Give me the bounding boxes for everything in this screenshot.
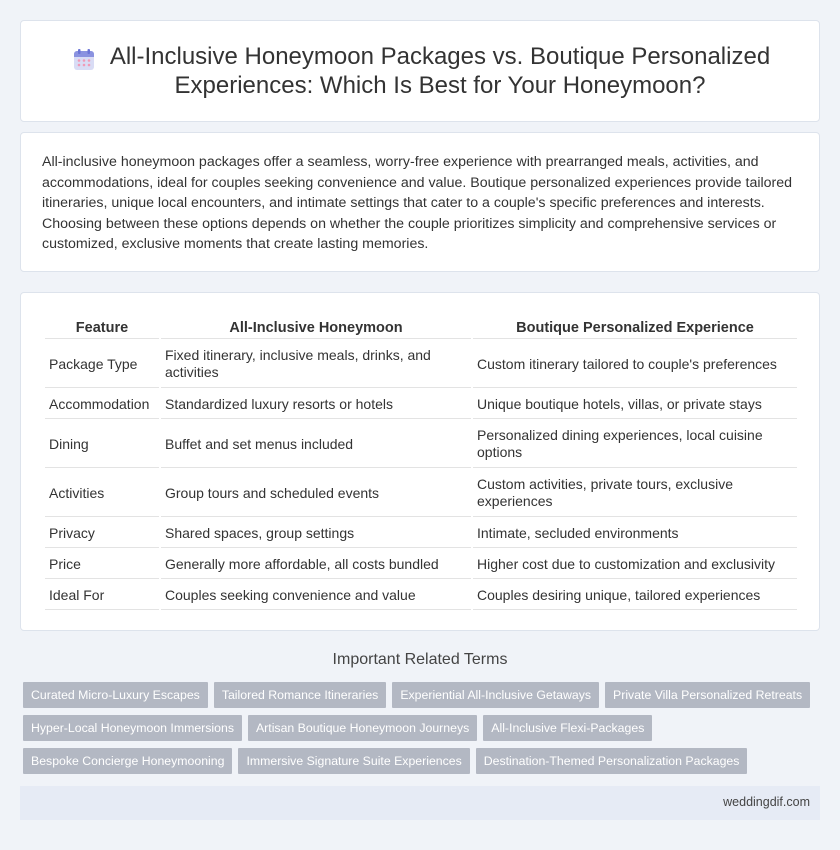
boutique-cell: Higher cost due to customization and exclusivity xyxy=(473,550,797,579)
boutique-cell: Intimate, secluded environments xyxy=(473,519,797,548)
boutique-cell: Unique boutique hotels, villas, or private stays xyxy=(473,390,797,419)
related-term-tag[interactable]: Experiential All-Inclusive Getaways xyxy=(392,682,599,708)
boutique-cell: Custom activities, private tours, exclusive experiences xyxy=(473,470,797,517)
all-inclusive-cell: Generally more affordable, all costs bundled xyxy=(161,550,471,579)
table-row xyxy=(45,390,797,419)
footer-bar xyxy=(20,786,820,820)
all-inclusive-cell: Shared spaces, group settings xyxy=(161,519,471,548)
feature-cell: Ideal For xyxy=(45,581,159,610)
comparison-card xyxy=(20,292,820,631)
footer-site-link[interactable]: weddingdif.com xyxy=(723,795,810,809)
all-inclusive-cell: Fixed itinerary, inclusive meals, drinks, and activities xyxy=(161,341,471,388)
table-row xyxy=(45,470,797,517)
table-row xyxy=(45,341,797,388)
table-row xyxy=(45,519,797,548)
all-inclusive-cell: Standardized luxury resorts or hotels xyxy=(161,390,471,419)
table-row xyxy=(45,421,797,468)
header-feature: Feature xyxy=(45,318,159,339)
all-inclusive-cell: Buffet and set menus included xyxy=(161,421,471,468)
feature-cell: Privacy xyxy=(45,519,159,548)
header-boutique: Boutique Personalized Experience xyxy=(473,318,797,339)
related-terms-heading: Important Related Terms xyxy=(332,651,508,668)
intro-card xyxy=(20,132,820,272)
boutique-cell: Personalized dining experiences, local cuisine options xyxy=(473,421,797,468)
intro-paragraph: All-inclusive honeymoon packages offer a seamless, worry-free experience with prearranged meals, activities, and accommodations, ideal for couples seeking convenience and value. Boutique personalized experiences provide tailored itineraries, unique local encounters, and intimate settings that cater to a couple's specific preferences and interests. Choosing between these options depends on whether the couple prioritizes simplicity and comprehensive services or customized, exclusive moments that create lasting memories. xyxy=(42,154,793,252)
boutique-cell: Couples desiring unique, tailored experiences xyxy=(473,581,797,610)
header-all-inclusive: All-Inclusive Honeymoon xyxy=(161,318,471,339)
feature-cell: Accommodation xyxy=(45,390,159,419)
table-header-row xyxy=(45,318,797,339)
related-term-tag[interactable]: Hyper-Local Honeymoon Immersions xyxy=(23,715,242,741)
feature-cell: Price xyxy=(45,550,159,579)
page-title: All-Inclusive Honeymoon Packages vs. Boutique Personalized Experiences: Which Is Best for Your Honeymoon? xyxy=(109,43,771,99)
comparison-table xyxy=(43,316,799,612)
table-row xyxy=(45,581,797,610)
related-term-tag[interactable]: Immersive Signature Suite Experiences xyxy=(238,748,469,774)
boutique-cell: Custom itinerary tailored to couple's preferences xyxy=(473,341,797,388)
related-term-tag[interactable]: Tailored Romance Itineraries xyxy=(214,682,387,708)
related-term-tag[interactable]: Bespoke Concierge Honeymooning xyxy=(23,748,232,774)
related-term-tag[interactable]: Destination-Themed Personalization Packages xyxy=(476,748,748,774)
related-term-tag[interactable]: Curated Micro-Luxury Escapes xyxy=(23,682,208,708)
feature-cell: Dining xyxy=(45,421,159,468)
feature-cell: Package Type xyxy=(45,341,159,388)
all-inclusive-cell: Couples seeking convenience and value xyxy=(161,581,471,610)
related-term-tag[interactable]: Private Villa Personalized Retreats xyxy=(605,682,810,708)
table-row xyxy=(45,550,797,579)
related-term-tag[interactable]: Artisan Boutique Honeymoon Journeys xyxy=(248,715,477,741)
title-card xyxy=(20,20,820,122)
related-terms-list xyxy=(23,682,813,781)
feature-cell: Activities xyxy=(45,470,159,517)
all-inclusive-cell: Group tours and scheduled events xyxy=(161,470,471,517)
related-term-tag[interactable]: All-Inclusive Flexi-Packages xyxy=(483,715,652,741)
